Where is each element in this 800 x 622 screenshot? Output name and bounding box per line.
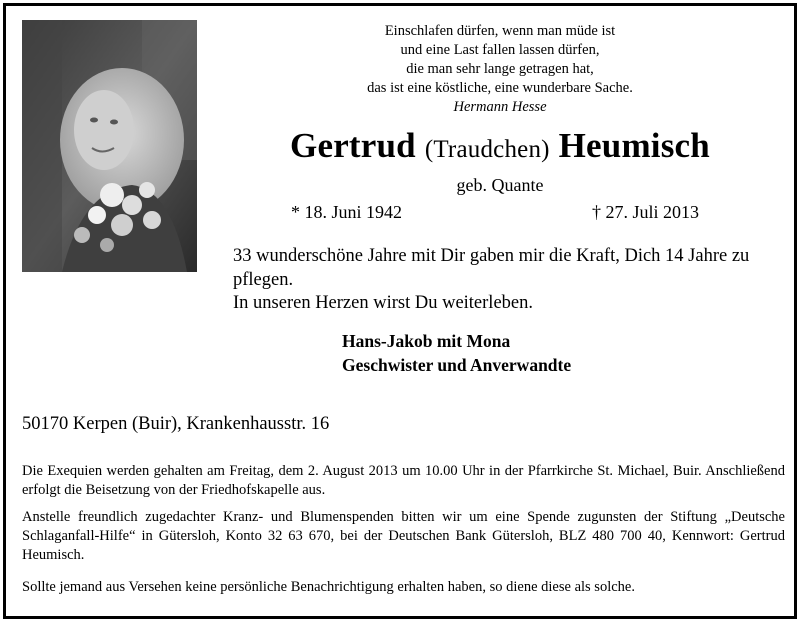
notification-notice: Sollte jemand aus Versehen keine persönliche Benachrichtigung erhalten haben, so diene diese als solche.	[22, 579, 635, 595]
donation-notice: Anstelle freundlich zugedachter Kranz- und Blumenspenden bitten wir um eine Spende zugunsten der Stiftung „Deutsche Schlaganfall-Hilfe“ in Gütersloh, Konto 32 63 670, bei der Deutschen Bank Gütersloh, BLZ 480 700 40, Kennwort: Gertrud Heumisch.	[22, 509, 785, 563]
poem-line: die man sehr lange getragen hat,	[406, 61, 594, 77]
poem-line: und eine Last fallen lassen dürfen,	[400, 42, 600, 58]
deceased-name	[200, 126, 800, 166]
funeral-notice: Die Exequien werden gehalten am Freitag, dem 2. August 2013 um 10.00 Uhr in der Pfarrkirche St. Michael, Buir. Anschließend erfolgt die Beisetzung von der Friedhofskapelle aus.	[22, 463, 785, 498]
mourner-line: Hans-Jakob mit Mona	[342, 331, 511, 351]
portrait-image	[22, 20, 197, 272]
closing-message: In unseren Herzen wirst Du weiterleben.	[233, 293, 533, 313]
birth-name: geb. Quante	[456, 175, 544, 195]
last-name: Heumisch	[558, 126, 710, 165]
poem-line: das ist eine köstliche, eine wunderbare Sache.	[367, 80, 633, 96]
nickname: (Traudchen)	[424, 136, 550, 163]
mourner-line: Geschwister und Anverwandte	[342, 355, 572, 375]
mourners	[342, 329, 571, 377]
poem-line: Einschlafen dürfen, wenn man müde ist	[384, 23, 616, 39]
first-name: Gertrud	[290, 126, 416, 165]
portrait-photo	[22, 20, 197, 272]
poem	[300, 22, 700, 117]
poem-author: Hermann Hesse	[453, 99, 547, 115]
personal-message: 33 wunderschöne Jahre mit Dir gaben mir die Kraft, Dich 14 Jahre zu pflegen.	[233, 246, 750, 290]
birth-date: * 18. Juni 1942	[291, 202, 403, 222]
death-date: † 27. Juli 2013	[592, 202, 700, 222]
address: 50170 Kerpen (Buir), Krankenhausstr. 16	[22, 414, 330, 434]
